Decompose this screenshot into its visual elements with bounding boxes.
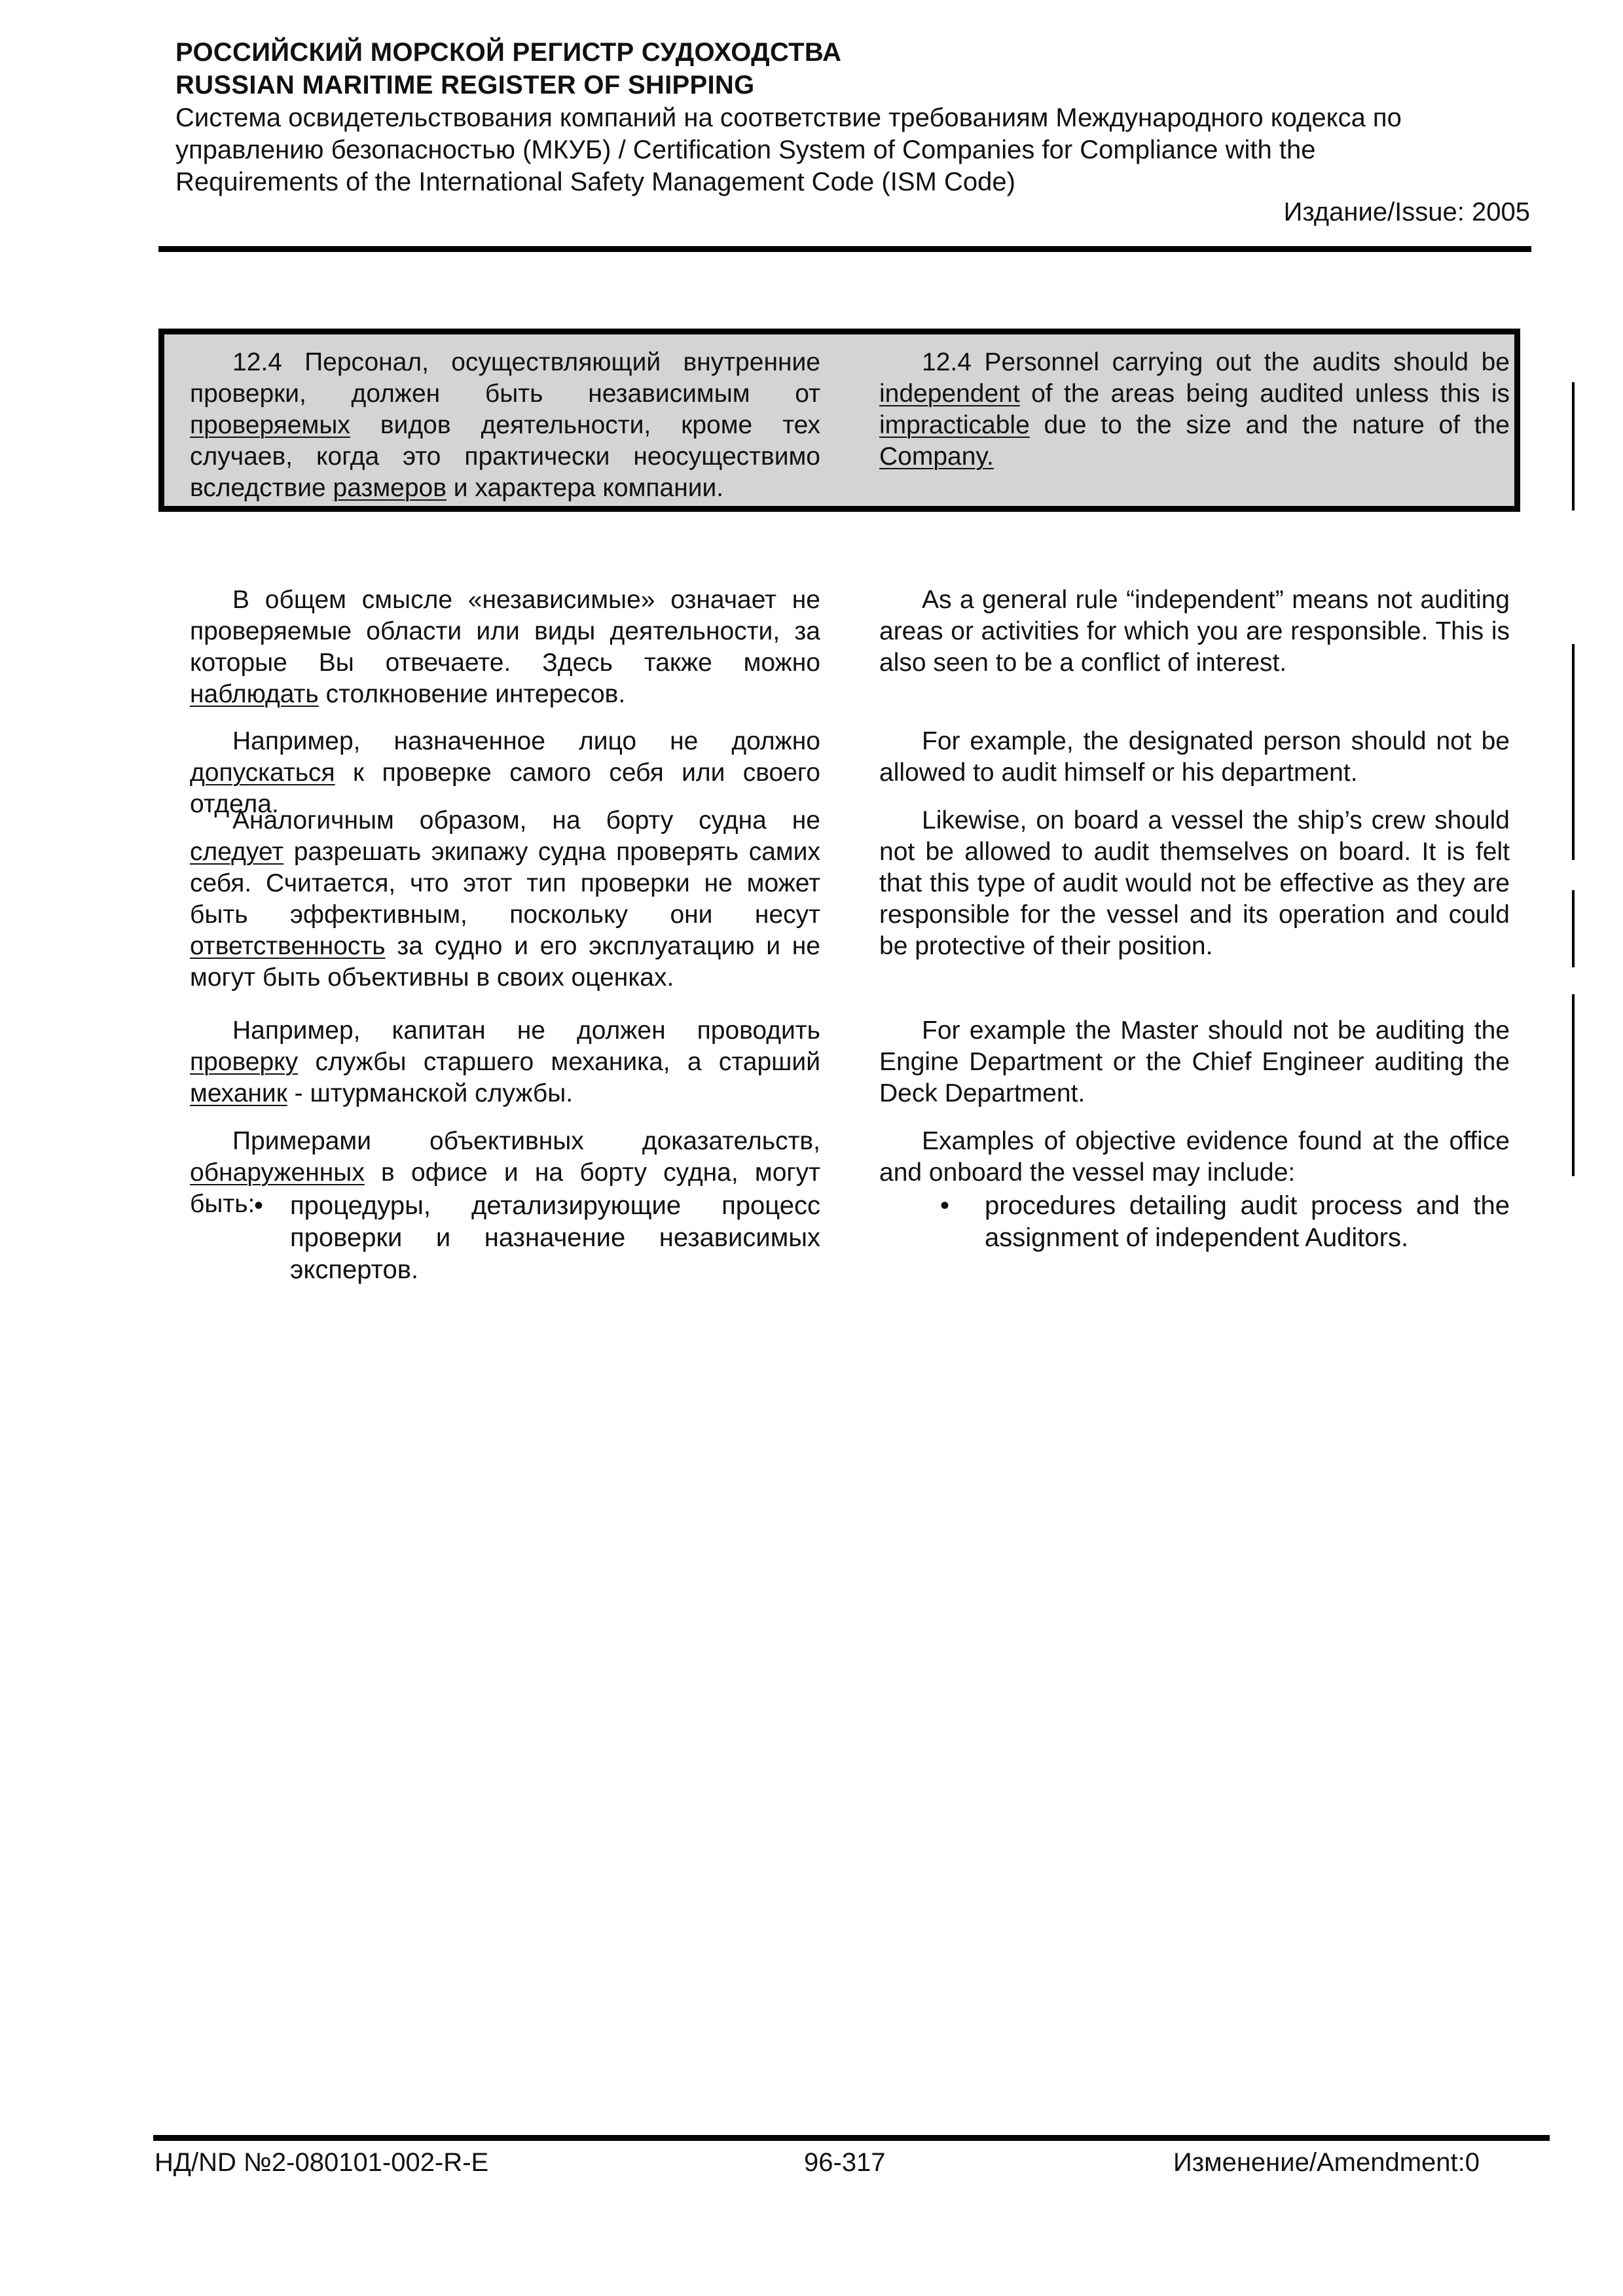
footer-page-number: 96-317 [804,2148,886,2177]
footer-amendment: Изменение/Amendment:0 [1173,2148,1480,2177]
change-bar [1572,994,1575,1176]
list-item-text: procedures detailing audit process and the assignment of independent Auditors. [985,1191,1510,1252]
bullet-icon: • [253,1191,263,1220]
body-paragraph-ru: В общем смысле «независимые» означает не проверяемые области или виды деятельности, за которые Вы отвечаете. Здесь также можно наблюдать столкновение интересов. [190,586,820,708]
body-paragraph-ru: Аналогичным образом, на борту судна не следует разрешать экипажу судна проверять самих себя. Считается, что этот тип проверки не может быть эффективным, поскольку они несут ответственность за судно и его эксплуатацию и не могут быть объективны в своих оценках. [190,806,820,992]
clause-text-en: 12.4 Personnel carrying out the audits should be independent of the areas being audited unless this is impracticable due to the size and the nature of the Company. [879,348,1510,471]
body-paragraph-en: As a general rule “independent” means not auditing areas or activities for which you are responsible. This is also seen to be a conflict of interest. [879,586,1510,677]
body-paragraph-ru: Например, капитан не должен проводить проверку службы старшего механика, а старший механик - штурманской службы. [190,1016,820,1107]
header-title-ru: РОССИЙСКИЙ МОРСКОЙ РЕГИСТР СУДОХОДСТВА [175,38,842,67]
body-paragraph-en: Examples of objective evidence found at the office and onboard the vessel may include: [879,1127,1510,1187]
header-title-en: RUSSIAN MARITIME REGISTER OF SHIPPING [175,71,755,99]
body-paragraph-en: For example, the designated person should not be allowed to audit himself or his department. [879,727,1510,787]
list-item-text: процедуры, детализирующие процесс проверки и назначение независимых экспертов. [290,1191,820,1284]
footer-doc-number: НД/ND №2-080101-002-R-E [155,2148,489,2177]
body-paragraph-ru: Например, назначенное лицо не должно допускаться к проверке самого себя или своего отдела. [190,727,820,818]
header-subtitle: Система освидетельствования компаний на соответствие требованиям Международного кодекса по управлению безопасностью (МКУБ) / Certification System of Companies for Compliance with the Requirements of the International Safety Management Code (ISM Code) [175,103,1402,196]
body-paragraph-ru: Примерами объективных доказательств, обнаруженных в офисе и на борту судна, могут быть: [190,1127,820,1218]
header-rule [158,246,1531,252]
clause-text-ru: 12.4 Персонал, осуществляющий внутренние проверки, должен быть независимым от проверяемых видов деятельности, кроме тех случаев, когда это практически неосуществимо вследствие размеров и характера компании. [190,348,820,502]
body-paragraph-en: For example the Master should not be auditing the Engine Department or the Chief Engineer auditing the Deck Department. [879,1016,1510,1107]
change-bar [1572,382,1575,511]
change-bar [1572,890,1575,967]
footer-rule [153,2135,1550,2141]
change-bar [1572,644,1575,860]
header-issue: Издание/Issue: 2005 [1283,198,1530,226]
body-paragraph-en: Likewise, on board a vessel the ship’s crew should not be allowed to audit themselves on board. It is felt that this type of audit would not be effective as they are responsible for the vessel and its operation and could be protective of their position. [879,806,1510,960]
bullet-icon: • [939,1191,949,1220]
